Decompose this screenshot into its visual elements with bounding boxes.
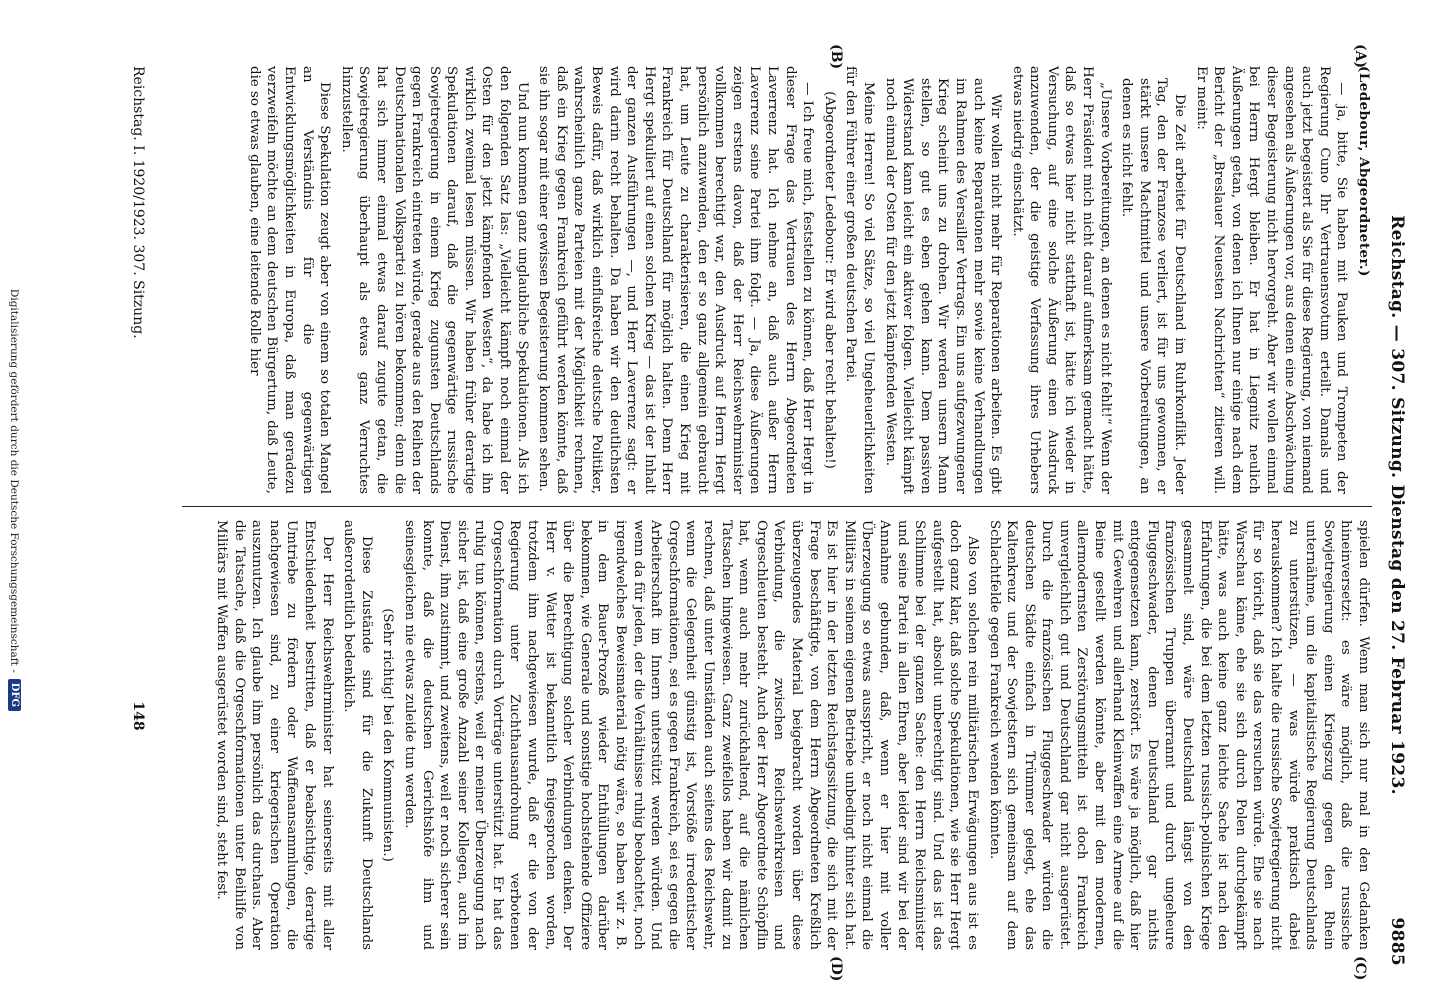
paragraph: Also von solchen rein militärischen Erwägungen aus ist es doch ganz klar, daß solche Spekulationen, wie sie Herr Hergt aufgestellt hat, absolut unberechtigt sind. Und das ist das Schlimme bei der ganzen Sache: den Herrn Reichsminister und seine Partei in allen Ehren, aber leider sind wir bei der Annahme gebunden, daß, wenn er hier mit voller Überzeugung so etwas ausspricht, er noch nicht einmal die Militärs in seinem eigenen Betriebe unbedingt hinter sich hat. Es ist hier in der letzten Reichstagssitzung, die sich mit der Frage beschäftigte, von dem Herrn Abgeordneten Kreßlich überzeugendes Material beigebracht worden über diese Verbindung, die zwischen Reichswehrkreisen und Orgeschleuten besteht. Auch der Herr Abgeordnete Schöpflin hat, wenn auch mehr zurückhaltend, auf die nämlichen Tatsachen hingewiesen. Ganz zweifellos haben wir damit zu rechnen, daß unter Umständen auch seitens des Reichswehr, wenn die Gelegenheit günstig ist, Vorstöße irredentischer Orgeschformationen, sei es gegen Frankreich, sei es gegen die Arbeiterschaft im Innern unterstützt werden würden. Und wenn da für jeden, der die Verhältnisse ruhig beobachtet, noch irgendwelches Beweismaterial nötig wäre, so haben wir z. B. in dem Bauer-Prozeß wieder Enthüllungen darüber bekommen, wie Generale und sonstige hochstehende Offiziere über die Berechtigung solcher Verbindungen denken. Der Herr v. Watter ist bekanntlich freigesprochen worden, trotzdem ihm nachgewiesen wurde, daß er die von der Regierung unter Zuchthausandrohung verbotenen Orgeschformation durch Vorträge unterstützt hat. Er hat das ruhig tun können, erstens, weil er meiner Überzeugung nach sicher ist, daß eine große Anzahl seiner Kollegen, auch im Dienst, ihm zustimmt, und zweitens, weil er noch sicherer sein konnte, daß die deutschen Gerichtshöfe ihm und seinesgleichen nie etwas zuleide tun werden. — [401, 520, 980, 950]
paragraph: Meine Herren! So viel Sätze, so viel Ungeheuerlichkeiten für den Führer einer großen deutschen Partei. — [843, 66, 876, 494]
paragraph: Und nun kommen ganz unglaubliche Spekulationen. Als ich den folgenden Satz las: „Vielleicht kämpft noch einmal der Osten für den jetzt kämpfenden Westen“, da habe ich ihn wirklich zweimal lesen müssen. Wir haben früher derartige Spekulationen darauf, daß die gegenwärtige russische Sowjetregierung in einem Krieg zugunsten Deutschlands gegen Frankreich eintreten würde, gerade aus den Reihen der Deutschnationalen Volkspartei zu hören bekommen; denn die hat sich immer einmal etwas darauf zugute getan, die Sowjetregierung überhaupt als etwas ganz Verruchtes hinzustellen. — [338, 66, 530, 494]
newspaper-page — [62, 44, 1412, 982]
quote-paragraph: Wir wollen nicht mehr für Reparationen arbeiten. Es gibt auch keine Reparationen mehr sowie keine Verhandlungen im Rahmen des Versailler Vertrags. Ein uns aufgezwungener Krieg scheint uns zu drohen. Wir werden unsern Mann stellen, so gut es eben gehen kann. Dem passiven Widerstand kann leicht ein aktiver folgen. Vielleicht kämpft noch einmal der Osten für den jetzt kämpfenden Westen. — [882, 78, 1004, 494]
left-column — [176, 66, 1372, 494]
credit-text: Digitalisierung gefördert durch die Deutsche Forschungsgemeinschaft - — [8, 288, 21, 673]
page-header — [1382, 44, 1412, 966]
quote-paragraph: Die Zeit arbeitet für Deutschland im Ruhrkonflikt. Jeder Tag, den der Franzose verliert, ist für uns gewonnen, er stärkt unsere Machtmittel und unsere Vorbereitungen, an denen es nicht fehlt. — [1119, 78, 1188, 494]
dfg-logo: DFG — [8, 679, 21, 711]
interjection: (Sehr richtig! bei den Kommunisten.) — [380, 608, 396, 862]
paragraph: spielen dürfen. Wenn man sich nur mal in den Gedanken hineinversetzt: es wäre möglich, daß die russische Sowjetregierung einen Kriegszug gegen den Rhein unternähme, um die kapitalistische Regierung Deutschlands zu unterstützen, — was würde praktisch dabei herauskommen? Ich halte die russische Sowjetregierung nicht für so töricht, daß sie das versuchen würde. Ehe sie nach Warschau käme, ehe sie sich durch Polen durchgekämpft hätte, was auch keine ganz leichte Sache ist nach den Erfahrungen, die bei dem letzten russisch-polnischen Kriege gesammelt sind, wäre Deutschland längst von den französischen Truppen überrannt und durch ungeheure Fluggeschwader, denen Deutschland gar nichts entgegensetzen kann, zerstört. Es wäre ja möglich, daß hier mit Gewehren und allerhand Kleinwaffen eine Armee auf die Beine gestellt werden könnte, aber mit den modernen, allermodernsten Zerstörungsmitteln ist doch Frankreich unvergleichlich gut und Deutschland gar nicht ausgerüstet. Durch die französischen Fluggeschwader würden die deutschen Städte einfach in Trümmer gelegt, ehe das Kaltenkreuz und der Sowjetstern sich gemeinsam auf dem Schlachtfelde gegen Frankreich wenden könnten. — [986, 520, 1371, 950]
paragraph: Diese Zustände sind für die Zukunft Deutschlands außerordentlich bedenklich. — [341, 520, 374, 950]
paragraph: „Unsere Vorbereitungen, an denen es nicht fehlt!“ Wenn der Herr Präsident mich nicht darauf aufmerksam gemacht hätte, daß so etwas hier nicht statthaft ist, hätte ich wieder in Versuchung, auf eine solche Äußerung einen Ausdruck anzuwenden, der die geistige Verfassung ihres Urhebers etwas niedrig einschätzt. — [1009, 66, 1113, 494]
right-column — [176, 520, 1372, 950]
paragraph: Der Herr Reichswehrminister hat seinerseits mit aller Entschiedenheit bestritten, daß er beabsichtige, derartige Umtriebe zu fördern oder Waffenansammlungen, die nachgewiesen sind, zu einer kriegerischen Operation auszunutzen. Ich glaube ihm persönlich das durchaus. Aber die Tatsache, daß die Orgeschformationen unter Beihilfe von Militärs mit Waffen ausgerüstet worden sind, steht fest. — [214, 520, 335, 950]
margin-marker-d: (D) — [828, 956, 844, 982]
paragraph: — ja, bitte, Sie haben mit Pauken und Trompeten der Regierung Cuno Ihr Vertrauensvotum erteilt. Damals und auch jetzt begeistert als Sie für diese Regierung, von niemand angesehen als Äußerungen vor, aus denen eine Abschwächung dieser Begeisterung nicht hervorgeht. Aber wir wollen einmal bei Herrn Hergt bleiben. Er hat in Liegnitz neulich Äußerungen getan, von denen ich Ihnen nur einige nach dem Bericht der „Breslauer Neuesten Nachrichten“ zitieren will. Er meint: — [1193, 66, 1350, 494]
digitization-credit — [8, 0, 21, 1000]
margin-marker-b: (B) — [828, 44, 844, 70]
margin-marker-c: (C) — [1352, 956, 1368, 981]
interjection: (Abgeordneter Ledebour: Er wird aber recht behalten!) — [821, 91, 837, 469]
footer-page: 148 — [130, 701, 146, 731]
paragraph: Diese Spekulation zeugt aber von einem so totalen Mangel an Verständnis für die gegenwärtigen Entwicklungsmöglichkeiten in Europa, daß man geradezu verzweifeln möchte an dem deutschen Bürgertum, daß Leute, die so etwas glauben, eine leitende Rolle hier — [246, 66, 333, 494]
margin-marker-a: (A) — [1352, 44, 1368, 69]
paragraph: — Ich freue mich, feststellen zu können, daß Herr Hergt in dieser Frage das Vertrauen des Herrn Abgeordneten Laverrenz hat. Ich nehme an, daß auch außer Herrn Laverrenz seine Partei ihm folgt. — Ja, diese Äußerungen zeigen erstens davon, daß der Herr Reichswehrminister vollkommen berechtigt war, den Ausdruck auf Herrn Hergt persönlich anzuwenden, den er so ganz allgemein gebraucht hat, um Leute zu charakterisieren, die einen Krieg mit Frankreich für Deutschland für möglich halten. Denn Herr Hergt spekuliert auf einen solchen Krieg — das ist der Inhalt der ganzen Ausführungen —, und Herr Laverrenz sagt: er wird darin recht behalten. Da haben wir den deutlichsten Beweis dafür, daß wirklich einflußreiche deutsche Politiker, wahrscheinlich ganze Parteien mit der Möglichkeit rechnen, daß ein Krieg gegen Frankreich geführt werden könnte, daß sie ihn sogar mit einer gewissen Begeisterung kommen sehen. — [536, 66, 816, 494]
column-divider — [182, 506, 1372, 507]
footer-citation: Reichstag. I. 1920/1923. 307. Sitzung. — [130, 66, 146, 339]
page-number: 9885 — [1387, 917, 1407, 966]
header-title: Reichstag. — 307. Sitzung. Dienstag den 27. Februar 1923. — [1387, 215, 1407, 795]
page-footer — [126, 66, 150, 966]
speaker-label: (Ledebour, Abgeordneter.) — [1356, 66, 1372, 277]
